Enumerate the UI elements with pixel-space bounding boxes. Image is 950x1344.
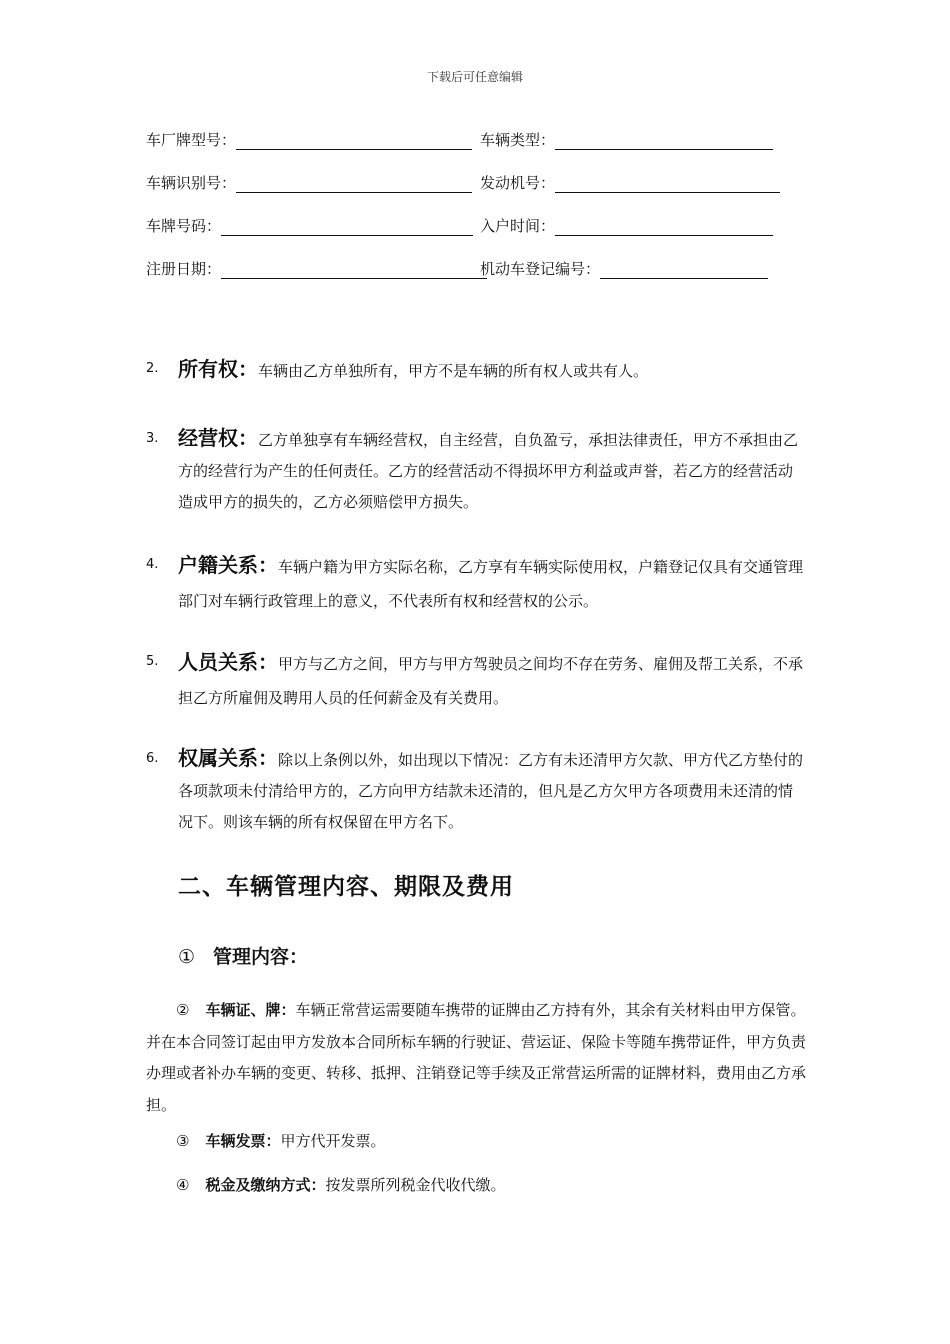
circled-number-marker: ① [178,946,196,968]
clause-number: 6. [146,751,159,766]
blank-line[interactable] [555,131,773,150]
subsection-title [178,942,308,969]
blank-line[interactable] [555,174,780,193]
item-title: 车辆发票： [205,1132,281,1150]
item-text: 按发票所列税金代收代缴。 [325,1176,506,1194]
field-label: 入户时间： [480,217,556,235]
field-vehicle-type [480,130,773,150]
circled-number-marker: ④ [176,1176,190,1194]
clause-title: 户籍关系： [178,553,278,577]
blank-line[interactable] [555,217,773,236]
field-vehicle-registration-number [480,259,768,279]
field-label: 机动车登记编号： [480,260,601,278]
clause-body [178,423,806,518]
item-title: 税金及缴纳方式： [205,1176,326,1194]
clause-text: 除以上条例以外，如出现以下情况：乙方有未还清甲方欠款、甲方代乙方垫付的各项款项未付清给甲方的，乙方向甲方结款未还清的，但凡是乙方欠甲方各项费用未还清的情况下。则该车辆的所有权保留在甲方名下。 [178,751,804,831]
clause-number: 4. [146,557,159,572]
clause-title: 权属关系： [178,746,278,770]
field-label: 车辆识别号： [146,174,237,192]
item-vehicle-invoice [146,1126,808,1158]
clause-number: 5. [146,654,159,669]
clause-text: 甲方与乙方之间，甲方与甲方驾驶员之间均不存在劳务、雇佣及帮工关系，不承担乙方所雇佣及聘用人员的任何薪金及有关费用。 [178,655,804,707]
clause-text: 车辆户籍为甲方实际名称，乙方享有车辆实际使用权，户籍登记仅具有交通管理部门对车辆行政管理上的意义，不代表所有权和经营权的公示。 [178,558,804,610]
field-label: 车辆类型： [480,131,556,149]
item-tax-payment [146,1170,808,1202]
circled-number-marker: ③ [176,1132,190,1150]
item-text: 车辆正常营运需要随车携带的证牌由乙方持有外，其余有关材料由甲方保管。并在本合同签订起由甲方发放本合同所标车辆的行驶证、营运证、保险卡等随车携带证件，甲方负责办理或者补办车辆的变更、转移、抵押、注销登记等手续及正常营运所需的证牌材料，费用由乙方承担。 [146,1001,807,1114]
field-label: 车牌号码： [146,217,222,235]
blank-line[interactable] [221,260,487,279]
clause-body [178,645,806,715]
clause-number: 2. [146,361,159,376]
clause-title: 人员关系： [178,650,278,674]
field-engine-number [480,173,780,193]
field-label: 注册日期： [146,260,222,278]
field-plate-number [146,216,473,236]
field-label: 车厂牌型号： [146,131,237,149]
clause-body [178,743,806,838]
clause-title: 经营权： [178,426,258,450]
clause-body [178,548,806,618]
field-label: 发动机号： [480,174,556,192]
clause-number: 3. [146,431,159,446]
field-vin [146,173,472,193]
clause-text: 乙方单独享有车辆经营权，自主经营，自负盈亏，承担法律责任，甲方不承担由乙方的经营行为产生的任何责任。乙方的经营活动不得损坏甲方利益或声誉，若乙方的经营活动造成甲方的损失的，乙方必须赔偿甲方损失。 [178,431,799,511]
circled-number-marker: ② [176,1001,190,1019]
page-header-note: 下载后可任意编辑 [426,70,523,84]
blank-line[interactable] [221,217,473,236]
field-brand-model [146,130,472,150]
blank-line[interactable] [236,174,472,193]
blank-line[interactable] [600,260,768,279]
subsection-label: 管理内容： [213,946,309,968]
field-registration-time [480,216,773,236]
field-register-date [146,259,487,279]
item-license-plates [146,995,808,1121]
clause-title: 所有权： [178,357,258,381]
blank-line[interactable] [236,131,472,150]
section-title: 二、车辆管理内容、期限及费用 [178,874,514,900]
item-title: 车辆证、牌： [205,1001,296,1019]
clause-text: 车辆由乙方单独所有，甲方不是车辆的所有权人或共有人。 [258,362,649,380]
item-text: 甲方代开发票。 [280,1132,386,1150]
clause-body [178,352,806,388]
